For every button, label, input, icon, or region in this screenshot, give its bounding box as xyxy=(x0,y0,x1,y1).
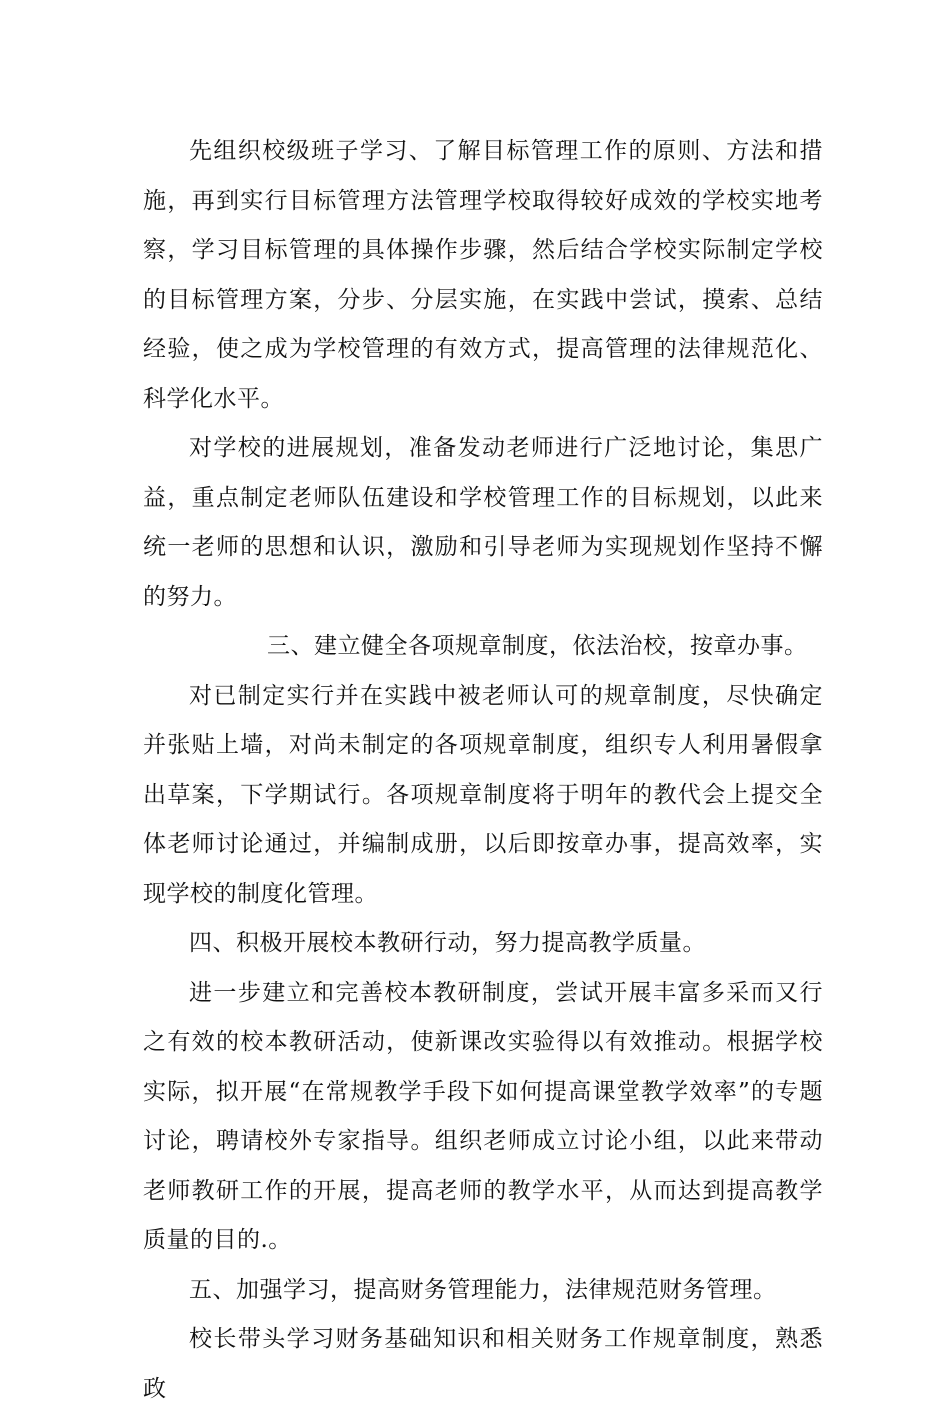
paragraph-rules-regulations: 对已制定实行并在实践中被老师认可的规章制度，尽快确定并张贴上墙，对尚未制定的各项规章制度，组织专人利用暑假拿出草案，下学期试行。各项规章制度将于明年的教代会上提交全体老师讨论通过，并编制成册，以后即按章办事，提高效率，实现学校的制度化管理。 xyxy=(143,682,823,907)
paragraph-school-research: 进一步建立和完善校本教研制度，尝试开展丰富多采而又行之有效的校本教研活动，使新课改实验得以有效推动。根据学校实际，拟开展“在常规教学手段下如何提高课堂教学效率”的专题讨论，聘请校外专家指导。组织老师成立讨论小组，以此来带动老师教研工作的开展，提高老师的教学水平，从而达到提高教学质量的目的.。 xyxy=(143,979,823,1253)
document-body xyxy=(143,127,823,1414)
paragraph-development-planning: 对学校的进展规划，准备发动老师进行广泛地讨论，集思广益，重点制定老师队伍建设和学校管理工作的目标规划，以此来统一老师的思想和认识，激励和引导老师为实现规划作坚持不懈的努力。 xyxy=(143,435,823,610)
paragraph-finance-study: 校长带头学习财务基础知识和相关财务工作规章制度，熟悉政 xyxy=(143,1326,823,1402)
heading-section-four: 四、积极开展校本教研行动，努力提高教学质量。 xyxy=(189,930,706,956)
heading-section-five: 五、加强学习，提高财务管理能力，法律规范财务管理。 xyxy=(189,1276,777,1303)
heading-section-three: 三、建立健全各项规章制度，依法治校，按章办事。 xyxy=(267,633,808,659)
paragraph-target-management: 先组织校级班子学习、了解目标管理工作的原则、方法和措施，再到实行目标管理方法管理学校取得较好成效的学校实地考察，学习目标管理的具体操作步骤，然后结合学校实际制定学校的目标管理方案，分步、分层实施，在实践中尝试，摸索、总结经验，使之成为学校管理的有效方式，提高管理的法律规范化、科学化水平。 xyxy=(143,138,823,412)
